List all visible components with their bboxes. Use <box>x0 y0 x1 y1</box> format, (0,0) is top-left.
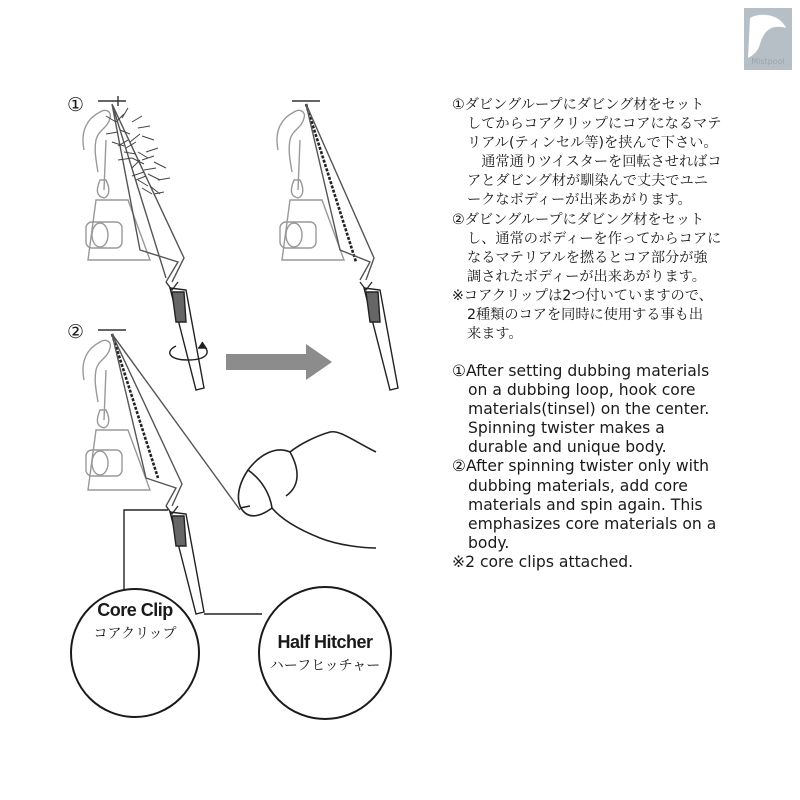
japanese-instructions <box>452 96 772 344</box>
ja-paragraph-3: ※コアクリップは2つ付いていますので、 2種類のコアを同時に使用する事も出 来ます。 <box>452 287 713 343</box>
half-hitcher-title: Half Hitcher <box>277 632 373 652</box>
core-clip-title: Core Clip <box>97 600 173 620</box>
en-paragraph-1: ①After setting dubbing materials on a dubbing loop, hook core materials(tinsel) on the center. Spinning twister makes a durable and unique body. <box>452 362 710 457</box>
transition-arrow <box>226 344 332 380</box>
hand-illustration <box>238 432 376 548</box>
core-thread <box>112 334 240 510</box>
twisted-body <box>306 104 356 262</box>
half-hitcher-subtitle: ハーフヒッチャー <box>269 658 381 674</box>
figure-2 <box>83 330 262 614</box>
step-one-label: ① <box>67 94 85 116</box>
core-clip-callout <box>70 588 200 718</box>
figure-1-result <box>277 101 398 390</box>
step-two-label: ② <box>67 321 85 343</box>
logo-text: Mistpool <box>751 57 785 66</box>
core-clip-subtitle: コアクリップ <box>93 626 177 642</box>
figure-1 <box>83 96 207 390</box>
english-instructions <box>452 362 772 572</box>
core-clip-leader <box>124 510 168 598</box>
dubbing-twister-2 <box>360 282 398 390</box>
dubbing-twister-1 <box>166 282 207 390</box>
en-paragraph-2: ②After spinning twister only with dubbing materials, add core materials and spin again. This emphasizes core materials on a body. <box>452 457 717 552</box>
half-hitcher-callout <box>258 586 392 720</box>
en-paragraph-3: ※2 core clips attached. <box>452 552 634 571</box>
ja-paragraph-2: ②ダビングループにダビング材をセット し、通常のボディーを作ってからコアに なるマテリアルを撚るとコア部分が強 調されたボディーが出来あがります。 <box>452 211 722 285</box>
ja-paragraph-1: ①ダビングループにダビング材をセット してからコアクリップにコアになるマテ リアル(ティンセル等)を挟んで下さい。 通常通りツイスターを回転させればコ アとダビング材が馴染んで丈夫でユニ ークなボディーが出来あがります。 <box>452 97 722 209</box>
